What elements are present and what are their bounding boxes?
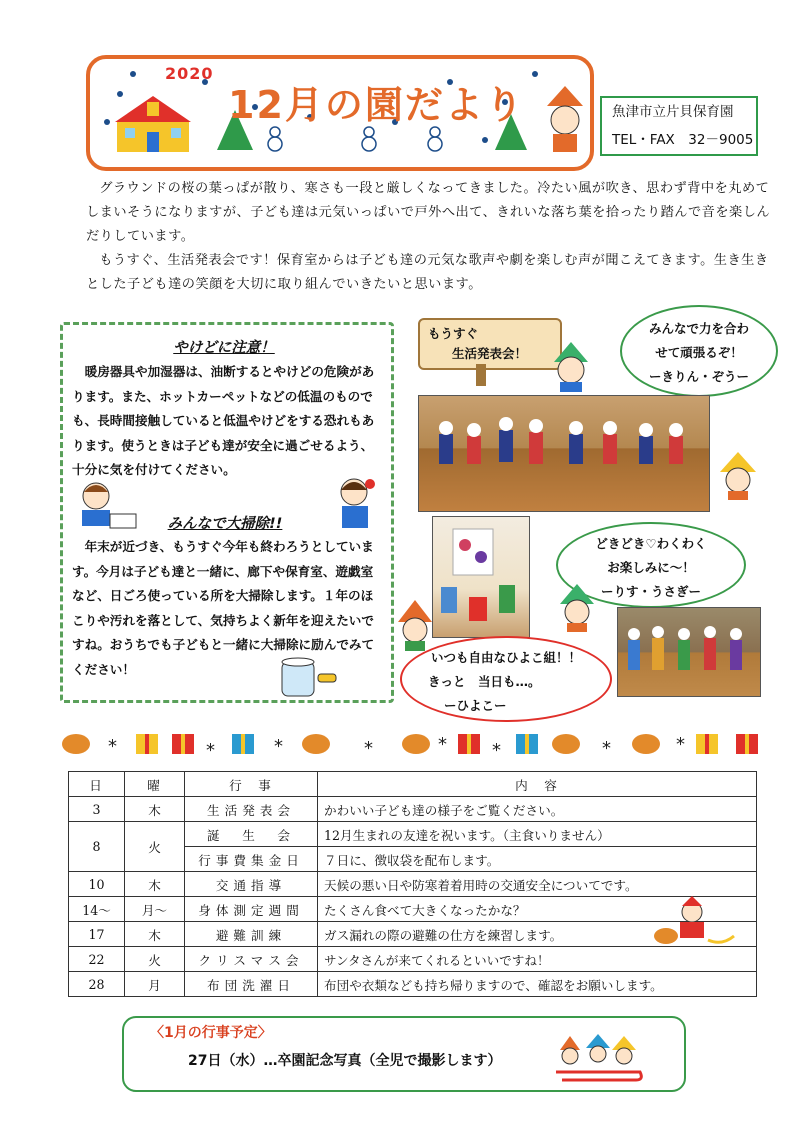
cell-event: 布団洗濯日 [185, 972, 318, 997]
bubble-line: ーきりん・ぞうー [648, 369, 749, 384]
cell-event: 身体測定週間 [185, 897, 318, 922]
cell-detail: 12月生まれの友達を祝います。（主食いりません） [318, 822, 757, 847]
svg-text:*: * [274, 736, 283, 757]
cell-dow: 月 [125, 972, 185, 997]
intro-text [86, 177, 776, 297]
table-header-row [69, 772, 757, 797]
bubble-line: みんなで力を合わ [648, 321, 749, 336]
cell-dow: 火 [125, 947, 185, 972]
cell-detail: ７日に、徴収袋を配布します。 [318, 847, 757, 872]
school-info-box [600, 96, 758, 156]
speech-bubble-hiyoko [400, 636, 612, 722]
cell-event: 誕 生 会 [185, 822, 318, 847]
cell-detail: サンタさんが来てくれるといいですね！ [318, 947, 757, 972]
cleaning-bucket-icon [272, 652, 342, 700]
children-figures [433, 517, 529, 637]
svg-text:*: * [364, 738, 373, 759]
burn-warning-title: やけどに注意！ [173, 340, 275, 356]
svg-text:*: * [438, 734, 447, 755]
stage-practice-photo [418, 395, 710, 512]
cell-day: 10 [69, 872, 125, 897]
character-green-icon [548, 340, 594, 392]
character-icon [547, 86, 583, 152]
intro-paragraph: もうすぐ、生活発表会です！保育室からは子ども達の元気な歌声や劇を楽しむ声が聞こえてきます。生き生きとした子ども達の笑顔を大切に取り組んでいきたいと思います。 [86, 253, 769, 292]
svg-text:*: * [602, 738, 611, 759]
cell-detail: 天候の悪い日や防寒着着用時の交通安全についてです。 [318, 872, 757, 897]
children-figures [618, 608, 760, 696]
cleaning-title: みんなで大掃除!! [167, 516, 283, 532]
child-drawing-icon [74, 478, 140, 532]
newsletter-title: 12月の園だより [228, 83, 525, 127]
cell-day: 22 [69, 947, 125, 972]
header-event: 行 事 [185, 772, 318, 797]
svg-text:*: * [492, 740, 501, 760]
character-green-icon [556, 584, 598, 632]
gift-box-icon [136, 734, 758, 754]
cell-dow: 木 [125, 922, 185, 947]
announcement-sign [418, 318, 562, 370]
snowman-icon [268, 127, 442, 151]
header-day: 日 [69, 772, 125, 797]
table-row [69, 797, 757, 822]
header-detail: 内 容 [318, 772, 757, 797]
cell-dow: 木 [125, 872, 185, 897]
cell-event: 交通指導 [185, 872, 318, 897]
next-month-body: 27日（水）…卒園記念写真（全児で撮影します） [188, 1053, 502, 1069]
intro-paragraph: グラウンドの桜の葉っぱが散り、寒さも一段と厳しくなってきました。冷たい風が吹き、思わず背中を丸めてしまいそうになりますが、子ども達は元気いっぱいで戸外へ出て、きれいな落ち葉を拾ったり踏んで音を楽しんだりしています。 [86, 181, 771, 244]
cell-event: 避難訓練 [185, 922, 318, 947]
child-washing-icon [320, 474, 380, 532]
header-dow: 曜 [125, 772, 185, 797]
cell-day: 3 [69, 797, 125, 822]
school-name: 魚津市立片貝保育園 [612, 104, 734, 120]
character-yellow-icon [716, 452, 760, 500]
table-row [69, 972, 757, 997]
school-contact: TEL・FAX 32－9005 [612, 132, 754, 148]
bubble-line: せて頑張るぞ！ [655, 345, 743, 360]
cell-detail: 布団や衣類なども持ち帰りますので、確認をお願いします。 [318, 972, 757, 997]
burn-warning-body: 暖房器具や加湿器は、油断するとやけどの危険があります。また、ホットカーペットなどの低温のものでも、長時間接触していると低温やけどをする恐れもあります。使うときは子ども達が安全に過ごせるよう、十分に気を付けてください。 [72, 364, 375, 477]
svg-text:*: * [676, 734, 685, 755]
svg-text:*: * [108, 736, 117, 757]
table-row [69, 822, 757, 847]
cell-detail: たくさん食べて大きくなったかな？ [318, 897, 757, 922]
cell-detail: かわいい子ども達の様子をご覧ください。 [318, 797, 757, 822]
bubble-line: お楽しみに～！ [607, 560, 695, 575]
next-month-title: 〈1月の行事予定〉 [150, 1025, 272, 1041]
cell-event: 行事費集金日 [185, 847, 318, 872]
svg-text:*: * [206, 740, 215, 760]
cell-dow: 木 [125, 797, 185, 822]
cell-dow: 火 [125, 822, 185, 872]
decorative-divider [46, 726, 766, 760]
newsletter-year: 2020 [165, 64, 214, 83]
cell-day: 17 [69, 922, 125, 947]
small-group-photo [617, 607, 761, 697]
bubble-line: ーひよこー [444, 698, 507, 713]
cell-dow: 月～ [125, 897, 185, 922]
cell-event: 生活発表会 [185, 797, 318, 822]
group-play-photo [432, 516, 530, 638]
santa-sleigh-icon [650, 896, 738, 952]
character-orange-icon [394, 600, 436, 652]
cell-day: 28 [69, 972, 125, 997]
sign-line: 生活発表会！ [452, 346, 528, 361]
children-figures [419, 396, 709, 511]
bubble-line: きっと 当日も…。 [428, 674, 541, 689]
cell-event: クリスマス会 [185, 947, 318, 972]
events-table [68, 771, 757, 997]
asterisk-icon [108, 734, 685, 760]
characters-sleigh-icon [552, 1032, 648, 1084]
sign-line: もうすぐ [428, 326, 479, 341]
school-building-icon [115, 96, 191, 152]
bubble-line: いつも自由なひよこ組！！ [430, 650, 581, 665]
cell-detail: ガス漏れの際の避難の仕方を練習します。 [318, 922, 757, 947]
cell-day: 14～ [69, 897, 125, 922]
bubble-line: どきどき♡わくわく [595, 536, 707, 551]
cleaning-body: 年末が近づき、もうすぐ今年も終わろうとしています。今月は子ども達と一緒に、廊下や保育室、遊戯室など、日ごろ使っている所を大掃除します。１年のほこりや汚れを落として、気持ちよく新年を迎えたいですね。おうちでも子どもと一緒に大掃除に励んでみてください！ [72, 539, 375, 677]
table-row [69, 872, 757, 897]
bubble-line: ーりす・うさぎー [600, 584, 701, 599]
sign-post [476, 364, 486, 386]
cell-day: 8 [69, 822, 125, 872]
speech-bubble-kirin-zou [620, 305, 778, 397]
